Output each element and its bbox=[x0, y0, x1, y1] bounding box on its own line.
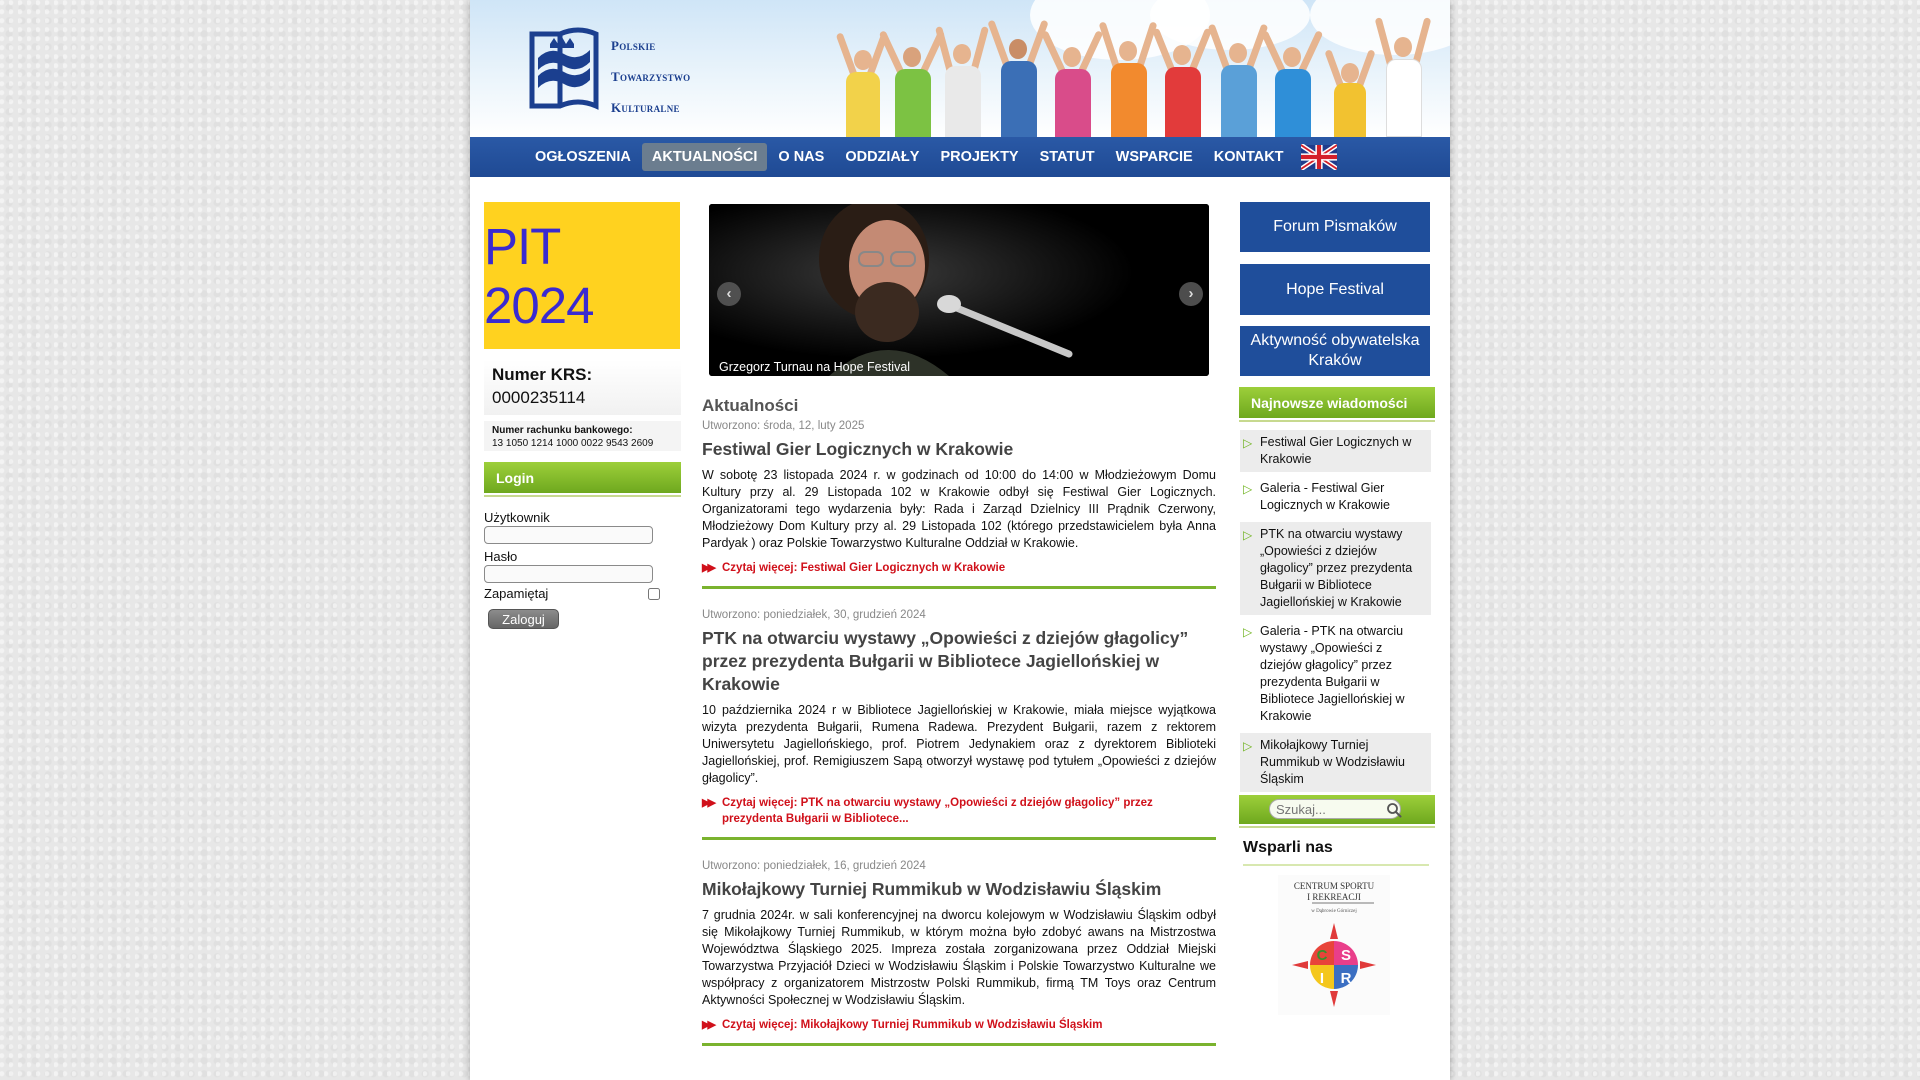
logo-line-2: Towarzystwo bbox=[611, 69, 691, 84]
article-title[interactable]: Festiwal Gier Logicznych w Krakowie bbox=[702, 439, 1014, 459]
read-more-text[interactable]: Czytaj więcej: Festiwal Gier Logicznych w Krakowie bbox=[722, 562, 1006, 574]
nav-ogloszenia[interactable]: OGŁOSZENIA bbox=[535, 149, 631, 165]
uk-flag-icon[interactable] bbox=[1301, 144, 1337, 170]
remember-row bbox=[484, 586, 684, 601]
krs-label: Numer KRS: bbox=[492, 365, 593, 384]
news-item[interactable] bbox=[1240, 430, 1431, 472]
triangle-bullet-icon: ▷ bbox=[1243, 528, 1253, 542]
latest-news-list bbox=[1240, 430, 1431, 796]
ptk-logo-icon[interactable] bbox=[520, 20, 608, 114]
news-item-label[interactable]: Festiwal Gier Logicznych w Krakowie bbox=[1260, 435, 1412, 466]
header-people-photo bbox=[830, 0, 1450, 137]
svg-text:R: R bbox=[1340, 970, 1352, 987]
read-more-arrow-icon: ▶▶ bbox=[702, 1019, 713, 1031]
article-title[interactable]: PTK na otwarciu wystawy „Opowieści z dziejów głagolicy” przez prezydenta Bułgarii w Bibliotece Jagiellońskiej w Krakowie bbox=[702, 628, 1189, 694]
username-input[interactable] bbox=[484, 526, 653, 544]
bank-account-box bbox=[484, 421, 681, 451]
logo-line-1: Polskie bbox=[611, 38, 656, 53]
triangle-bullet-icon: ▷ bbox=[1243, 625, 1253, 639]
sponsors-divider bbox=[1243, 864, 1429, 866]
news-item[interactable] bbox=[1240, 476, 1431, 518]
read-more-text[interactable]: Czytaj więcej: PTK na otwarciu wystawy „Opowieści z dziejów głagolicy” przez prezydenta Bułgarii w Bibliotece... bbox=[722, 797, 1153, 825]
nav-oddzialy[interactable]: ODDZIAŁY bbox=[845, 149, 920, 165]
search-bar bbox=[1239, 795, 1435, 826]
hope-festival-button[interactable]: Hope Festival bbox=[1240, 264, 1430, 315]
article-body: W sobotę 23 listopada 2024 r. w godzinach od 10:00 do 14:00 w Młodzieżowym Domu Kultury przy al. 29 Listopada 102 w Krakowie odbył się Festiwal Gier Logicznych. Organizatorami tego wydarzenia były: Rada i Zarząd Dzielnicy III Prądnik Czerwony, Młodzieżowy Dom Kultury przy al. 29 Listopada 102 (którego przedstawicielem była Anna Pardyak ) oraz Polskie Towarzystwo Kulturalne Oddział w Krakowie. bbox=[702, 468, 1216, 550]
login-title: Login bbox=[484, 462, 681, 495]
header-banner bbox=[470, 0, 1450, 137]
news-item[interactable] bbox=[1240, 733, 1431, 792]
triangle-bullet-icon: ▷ bbox=[1243, 436, 1253, 450]
article bbox=[702, 860, 1216, 1046]
slide-image bbox=[709, 204, 1209, 376]
sponsor-logo-line-3: w Dąbrowie Górniczej bbox=[1311, 909, 1357, 914]
sponsor-logo-line-1: CENTRUM SPORTU bbox=[1293, 881, 1375, 891]
remember-checkbox[interactable] bbox=[648, 588, 660, 600]
triangle-bullet-icon: ▷ bbox=[1243, 739, 1253, 753]
slider-prev-button[interactable]: ‹ bbox=[717, 282, 741, 306]
main-nav bbox=[470, 137, 1450, 177]
article-date: Utworzono: środa, 12, luty 2025 bbox=[702, 420, 865, 432]
nav-wsparcie[interactable]: WSPARCIE bbox=[1115, 149, 1193, 165]
read-more-arrow-icon: ▶▶ bbox=[702, 797, 713, 809]
svg-text:C: C bbox=[1316, 947, 1328, 964]
article-body: 7 grudnia 2024r. w sali konferencyjnej na dworcu kolejowym w Wodzisławiu Śląskim odbył się Mikołajkowy Turniej Rummikub, w którym można było zdobyć awans na Mistrzostwa Województwa Śląskiego 2025. Impreza została zorganizowana przez Oddział Miejski Towarzystwa Przyjaciół Dzieci w Wodzisławiu Śląskim i Polskie Towarzystwo Kulturalne we współpracy z organizatorem Mistrzostw Polski Rummikub, firmą TM Toys oraz Centrum Aktywności Społecznej w Wodzisławiu Śląskim. bbox=[702, 908, 1216, 1007]
logo-text[interactable] bbox=[611, 30, 690, 123]
password-label: Hasło bbox=[484, 549, 518, 564]
section-title: Aktualności bbox=[702, 396, 799, 415]
login-form bbox=[484, 508, 684, 629]
nav-statut[interactable]: STATUT bbox=[1039, 149, 1095, 165]
slider-next-button[interactable]: › bbox=[1179, 282, 1203, 306]
image-slider bbox=[709, 204, 1209, 376]
svg-text:S: S bbox=[1340, 947, 1352, 964]
nav-aktualnosci[interactable]: AKTUALNOŚCI bbox=[642, 143, 768, 171]
article-title[interactable]: Mikołajkowy Turniej Rummikub w Wodzisławiu Śląskim bbox=[702, 879, 1162, 899]
pit-2024-banner[interactable]: PIT 2024 bbox=[484, 202, 680, 349]
aktywnosc-obywatelska-button[interactable]: Aktywność obywatelska Kraków bbox=[1240, 326, 1430, 376]
krs-box bbox=[484, 360, 681, 415]
read-more-arrow-icon: ▶▶ bbox=[702, 562, 713, 574]
triangle-bullet-icon: ▷ bbox=[1243, 482, 1253, 496]
svg-text:I: I bbox=[1319, 970, 1325, 987]
forum-pismakow-button[interactable]: Forum Pismaków bbox=[1240, 202, 1430, 252]
search-input[interactable] bbox=[1269, 799, 1401, 819]
article-body: 10 października 2024 r w Bibliotece Jagiellońskiej w Krakowie, miała miejsce wyjątkowa wizyta prezydenta Bułgarii, Rumena Radewa. Prezydent Bułgarii, razem z rektorem Uniwersytetu Jagiellońskiego, prof. Piotrem Jedynakiem oraz z dyrektorem Biblioteki Jagiellońskiej, prof. Remigiuszem Sapą otworzył wystawę pod tytułem „Opowieści z dziejów głagolicy”. bbox=[702, 703, 1216, 785]
bank-account-value: 13 1050 1214 1000 0022 9543 2609 bbox=[492, 438, 654, 449]
article bbox=[702, 420, 1216, 589]
sponsor-logo-line-2: I REKREACJI bbox=[1307, 892, 1361, 902]
article-list bbox=[702, 420, 1216, 1066]
news-item[interactable] bbox=[1240, 522, 1431, 615]
article bbox=[702, 609, 1216, 840]
nav-projekty[interactable]: PROJEKTY bbox=[940, 149, 1019, 165]
password-input[interactable] bbox=[484, 565, 653, 583]
latest-news-title: Najnowsze wiadomości bbox=[1239, 387, 1435, 420]
article-date: Utworzono: poniedziałek, 16, grudzień 2024 bbox=[702, 860, 926, 872]
sponsors-title: Wsparli nas bbox=[1243, 839, 1333, 856]
username-label: Użytkownik bbox=[484, 510, 550, 525]
logo-line-3: Kulturalne bbox=[611, 100, 680, 115]
article-date: Utworzono: poniedziałek, 30, grudzień 2024 bbox=[702, 609, 926, 621]
nav-kontakt[interactable]: KONTAKT bbox=[1213, 149, 1284, 165]
news-item[interactable] bbox=[1240, 619, 1431, 729]
read-more-link[interactable] bbox=[702, 560, 1216, 576]
bank-account-label: Numer rachunku bankowego: bbox=[492, 425, 633, 436]
read-more-link[interactable] bbox=[702, 1017, 1216, 1033]
news-item-label[interactable]: Galeria - Festiwal Gier Logicznych w Krakowie bbox=[1260, 481, 1390, 512]
read-more-link[interactable] bbox=[702, 795, 1216, 827]
csir-sponsor-logo[interactable] bbox=[1278, 875, 1390, 1015]
news-item-label[interactable]: Mikołajkowy Turniej Rummikub w Wodzisławiu Śląskim bbox=[1260, 738, 1405, 786]
remember-label: Zapamiętaj bbox=[484, 586, 549, 601]
news-item-label[interactable]: Galeria - PTK na otwarciu wystawy „Opowieści z dziejów głagolicy” przez prezydenta Bułgarii w Bibliotece Jagiellońskiej w Krakowie bbox=[1260, 624, 1405, 723]
news-item-label[interactable]: PTK na otwarciu wystawy „Opowieści z dziejów głagolicy” przez prezydenta Bułgarii w Bibliotece Jagiellońskiej w Krakowie bbox=[1260, 527, 1413, 609]
krs-value: 0000235114 bbox=[492, 388, 586, 407]
read-more-text[interactable]: Czytaj więcej: Mikołajkowy Turniej Rummikub w Wodzisławiu Śląskim bbox=[722, 1019, 1103, 1031]
page bbox=[470, 0, 1450, 1080]
nav-o-nas[interactable]: O NAS bbox=[778, 149, 825, 165]
login-button[interactable]: Zaloguj bbox=[488, 609, 559, 629]
slide-caption: Grzegorz Turnau na Hope Festival bbox=[719, 360, 911, 374]
search-icon[interactable] bbox=[1386, 802, 1402, 818]
